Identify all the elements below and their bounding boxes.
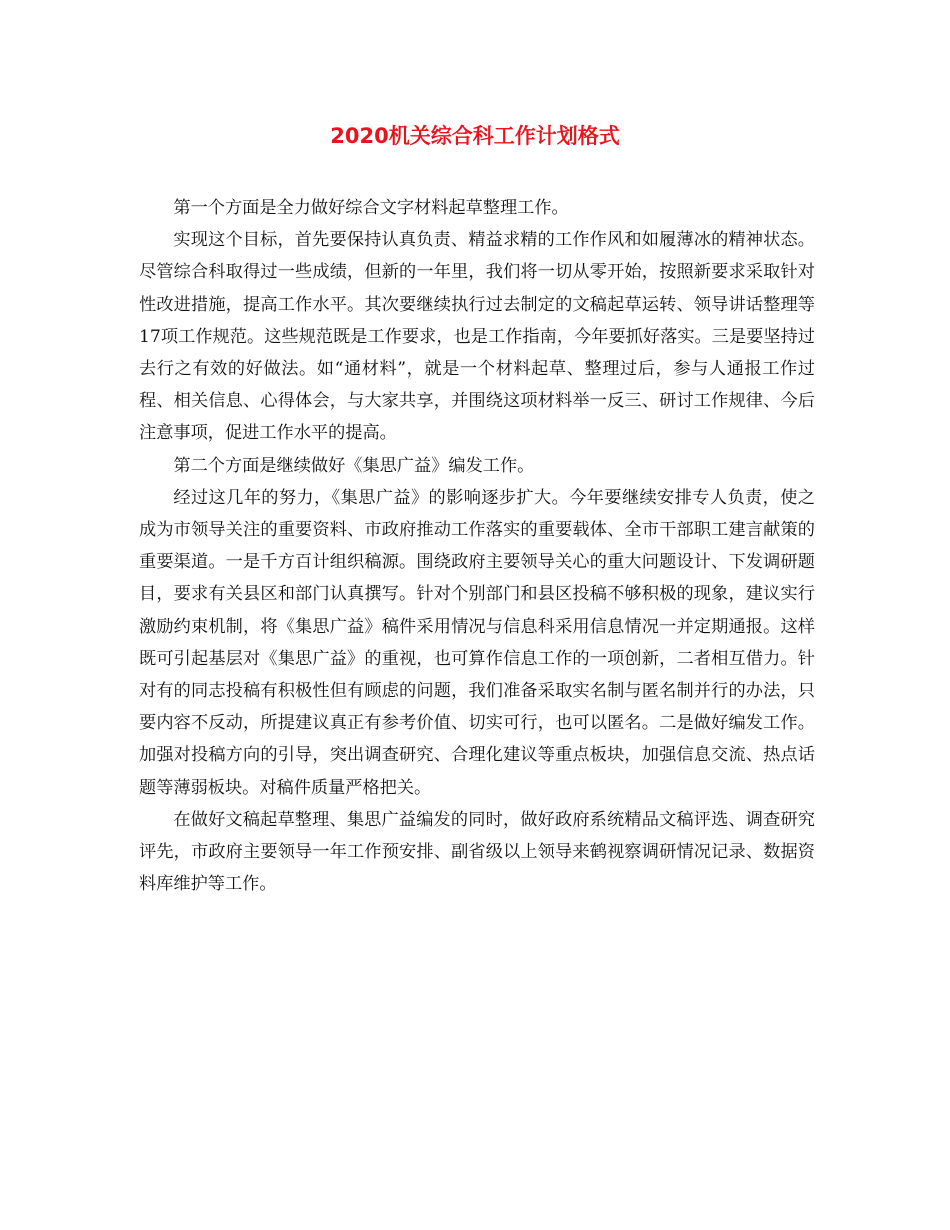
paragraph-5: 在做好文稿起草整理、集思广益编发的同时，做好政府系统精品文稿评选、调查研究评先，市政府主要领导一年工作预安排、副省级以上领导来鹤视察调研情况记录、数据资料库维护等工作。 (139, 809, 815, 895)
paragraph-4: 经过这几年的努力，《集思广益》的影响逐步扩大。今年要继续安排专人负责，使之成为市领导关注的重要资料、市政府推动工作落实的重要载体、全市干部职工建言献策的重要渠道。一是千方百计组织稿源。围绕政府主要领导关心的重大问题设计、下发调研题目，要求有关县区和部门认真撰写。针对个别部门和县区投稿不够积极的现象，建议实行激励约束机制，将《集思广益》稿件采用情况与信息科采用信息情况一并定期通报。这样既可引起基层对《集思广益》的重视，也可算作信息工作的一项创新，二者相互借力。针对有的同志投稿有积极性但有顾虑的问题，我们准备采取实名制与匿名制并行的办法，只要内容不反动，所提建议真正有参考价值、切实可行，也可以匿名。二是做好编发工作。加强对投稿方向的引导，突出调查研究、合理化建议等重点板块，加强信息交流、热点话题等薄弱板块。对稿件质量严格把关。 (139, 487, 815, 798)
document-body (139, 192, 815, 900)
paragraph-2: 实现这个目标，首先要保持认真负责、精益求精的工作作风和如履薄冰的精神状态。尽管综合科取得过一些成绩，但新的一年里，我们将一切从零开始，按照新要求采取针对性改进措施，提高工作水平。其次要继续执行过去制定的文稿起草运转、领导讲话整理等17项工作规范。这些规范既是工作要求，也是工作指南，今年要抓好落实。三是要坚持过去行之有效的好做法。如“通材料”，就是一个材料起草、整理过后，参与人通报工作过程、相关信息、心得体会，与大家共享，并围绕这项材料举一反三、研讨工作规律、今后注意事项，促进工作水平的提高。 (139, 230, 815, 444)
paragraph-1: 第一个方面是全力做好综合文字材料起草整理工作。 (173, 198, 569, 218)
document-title: 2020机关综合科工作计划格式 (330, 124, 620, 148)
paragraph-3: 第二个方面是继续做好《集思广益》编发工作。 (173, 455, 535, 476)
